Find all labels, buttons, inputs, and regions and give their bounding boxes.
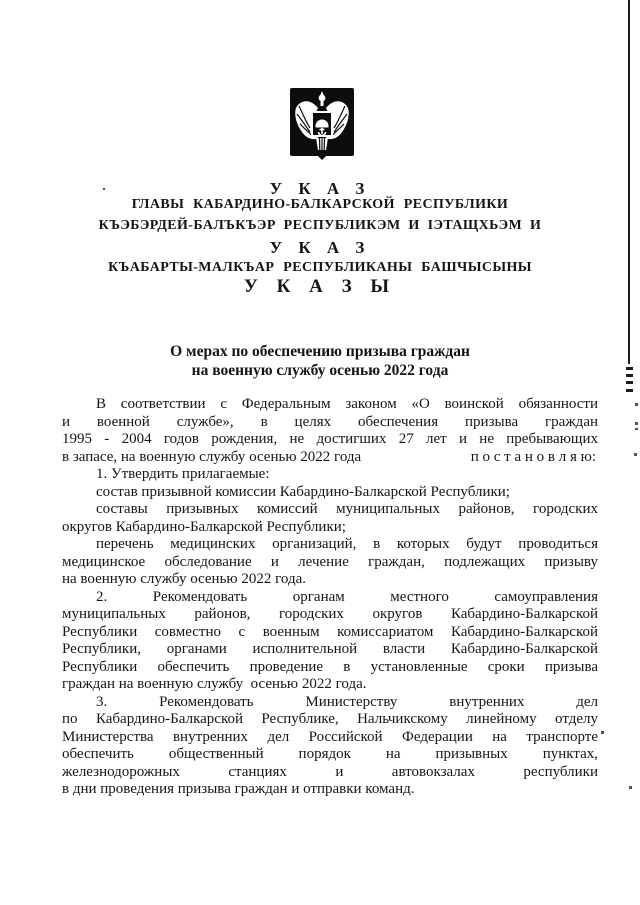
header-ukazy-balkar: У К А З Ы — [243, 276, 397, 297]
scan-artifact-speck — [635, 403, 638, 406]
scan-artifact-dash — [626, 367, 633, 370]
body-line: 3. Рекомендовать Министерству внутренних дел — [96, 693, 598, 710]
scan-artifact-dash — [626, 381, 633, 384]
scan-artifact-line — [628, 0, 630, 364]
document-title — [0, 342, 640, 380]
document-title-line2: на военную службу осенью 2022 года — [191, 362, 449, 379]
body-line: обеспечить общественный порядок на призывных пунктах, — [62, 746, 598, 762]
scan-artifact-dash — [626, 374, 633, 377]
body-line: 1. Утвердить прилагаемые: — [96, 466, 270, 482]
header-ukaz-ru: У К А З — [269, 179, 371, 198]
body-line: перечень медицинских организаций, в которых будут проводиться — [96, 536, 598, 552]
coat-of-arms-icon — [290, 88, 354, 160]
body-line: В соответствии с Федеральным законом «О воинской обязанности — [96, 396, 598, 412]
body-line: и военной службе», в целях обеспечения призыва граждан — [62, 413, 598, 430]
body-line: 1995 - 2004 годов рождения, не достигших 27 лет и не пребывающих — [62, 431, 598, 447]
body-line: в дни проведения призыва граждан и отправки команд. — [62, 781, 415, 797]
body-line: граждан на военную службу осенью 2022 года. — [62, 676, 367, 692]
scan-artifact-speck — [634, 453, 637, 456]
document-title-line1: О мерах по обеспечению призыва граждан — [170, 343, 470, 360]
header-ukaz-kabardian: У К А З — [269, 238, 371, 257]
body-line: Министерства внутренних дел Российской Федерации на транспорте — [62, 728, 598, 745]
scan-artifact-speck — [103, 188, 105, 190]
body-line: округов Кабардино-Балкарской Республики; — [62, 518, 346, 535]
document-body — [62, 396, 598, 799]
body-line-left: в запасе, на военную службу осенью 2022 года — [62, 448, 362, 465]
body-line: на военную службу осенью 2022 года. — [62, 571, 307, 587]
body-line — [62, 449, 598, 467]
scan-artifact-speck — [635, 428, 638, 430]
header-balkar-line: КЪАБАРТЫ-МАЛКЪАР РЕСПУБЛИКАНЫ БАШЧЫСЫНЫ — [108, 260, 532, 275]
body-line: медицинское обследование и лечение граждан, подлежащих призыву — [62, 553, 598, 570]
scan-artifact-speck — [635, 422, 638, 425]
body-line: по Кабардино-Балкарской Республике, Нальчикскому линейному отделу — [62, 711, 598, 727]
scan-artifact-speck — [601, 731, 604, 734]
body-line: составы призывных комиссий муниципальных районов, городских — [96, 501, 598, 517]
header-glavy-ru: ГЛАВЫ КАБАРДИНО-БАЛКАРСКОЙ РЕСПУБЛИКИ — [131, 197, 509, 212]
body-line: железнодорожных станциях и автовокзалах республики — [62, 763, 598, 780]
body-line: муниципальных районов, городских округов Кабардино-Балкарской — [62, 606, 598, 622]
body-line: Республики совместно с военным комиссариатом Кабардино-Балкарской — [62, 623, 598, 640]
scan-artifact-speck — [629, 786, 632, 789]
body-line: Республики, органами исполнительной власти Кабардино-Балкарской — [62, 641, 598, 657]
body-line: состав призывной комиссии Кабардино-Балкарской Республики; — [96, 483, 510, 500]
header-kabardian-line: КЪЭБЭРДЕЙ-БАЛЪКЪЭР РЕСПУБЛИКЭМ И IЭТАЩХЬЭМ И — [98, 218, 542, 233]
body-line: Республики обеспечить проведение в установленные сроки призыва — [62, 658, 598, 675]
body-line-right: п о с т а н о в л я ю: — [470, 448, 596, 465]
body-line: 2. Рекомендовать органам местного самоуправления — [96, 588, 598, 605]
scan-artifact-dash — [626, 389, 633, 392]
